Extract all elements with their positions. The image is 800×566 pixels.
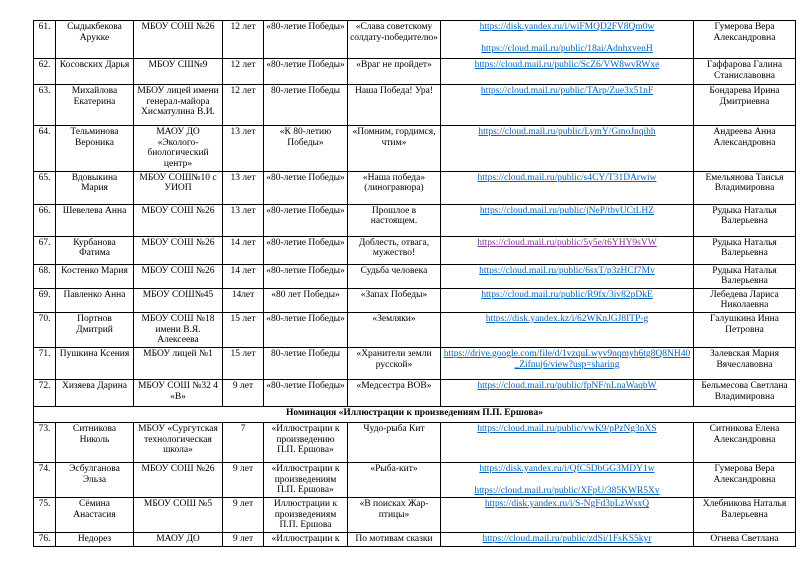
school-cell: МБОУ СОШ№45: [134, 288, 223, 312]
row-number-cell: 74.: [34, 462, 56, 497]
school-cell: МБОУ СОШ №18 имени В.Я. Алексеева: [134, 313, 223, 348]
teacher-name-cell: Бондарева Ирина Дмитриевна: [694, 85, 796, 126]
age-cell: 12 лет: [223, 59, 264, 85]
participant-name-cell: Ситникова Николь: [56, 422, 134, 462]
teacher-name-cell: Гумерова Вера Александровна: [694, 21, 796, 59]
row-number-cell: 61.: [34, 21, 56, 59]
work-links-cell: [441, 236, 694, 264]
row-number-cell: 70.: [34, 313, 56, 348]
work-links-cell: [441, 21, 694, 59]
teacher-name-cell: Емельянова Таисья Владимировна: [694, 171, 796, 204]
participant-name-cell: Тельминова Вероника: [56, 126, 134, 172]
work-link[interactable]: https://cloud.mail.ru/public/vwK9/pPzNg3nXS: [477, 423, 657, 434]
nomination-cell: «Иллюстрации к произведениям П.П. Ершова»: [264, 462, 348, 497]
work-title-cell: Прошлое в настоящем.: [348, 204, 441, 236]
table-row: [34, 264, 796, 288]
age-cell: 14 лет: [223, 264, 264, 288]
teacher-name-cell: Ситникова Елена Александровна: [694, 422, 796, 462]
work-title-cell: «Хранители земли русской»: [348, 347, 441, 379]
age-cell: 14лет: [223, 288, 264, 312]
work-title-cell: «Помним, гордимся, чтим»: [348, 126, 441, 172]
work-link[interactable]: https://cloud.mail.ru/public/XFpU/385KWR5Xv: [474, 485, 660, 496]
work-link[interactable]: https://disk.yandex.ru/i/S-NgFd3pLzWsxQ: [484, 499, 650, 510]
teacher-name-cell: Залевская Мария Вячеславовна: [694, 347, 796, 379]
row-number-cell: 71.: [34, 347, 56, 379]
school-cell: МБОУ «Сургутская технологическая школа»: [134, 422, 223, 462]
school-cell: МБОУ СОШ №26: [134, 236, 223, 264]
work-link[interactable]: https://cloud.mail.ru/public/R9fx/3iv82pDkE: [481, 289, 653, 300]
nomination-cell: «80 лет Победы»: [264, 288, 348, 312]
work-title-cell: «Земляки»: [348, 313, 441, 348]
school-cell: МБОУ СОШ №26: [134, 462, 223, 497]
school-cell: МАОУ ДО «Эколого-биологический центр»: [134, 126, 223, 172]
row-number-cell: 65.: [34, 171, 56, 204]
nomination-cell: «80-летие Победы»: [264, 204, 348, 236]
work-link[interactable]: https://cloud.mail.ru/public/18ai/AdnhxvenH: [481, 43, 653, 54]
nomination-cell: 80-летие Победы: [264, 347, 348, 379]
nomination-cell: 80-летие Победы: [264, 85, 348, 126]
table-row: [34, 171, 796, 204]
work-links-cell: [441, 379, 694, 406]
participant-name-cell: Портнов Дмитрий: [56, 313, 134, 348]
work-links-cell: [441, 498, 694, 533]
work-link[interactable]: https://cloud.mail.ru/public/fpNF/nLnaWaqbW: [477, 380, 657, 391]
work-title-cell: «В поисках Жар-птицы»: [348, 498, 441, 533]
work-title-cell: По мотивам сказки: [348, 533, 441, 547]
participant-name-cell: Костенко Мария: [56, 264, 134, 288]
work-links-cell: [441, 264, 694, 288]
row-number-cell: 73.: [34, 422, 56, 462]
school-cell: МБОУ СОШ№10 с УИОП: [134, 171, 223, 204]
work-links-cell: [441, 171, 694, 204]
teacher-name-cell: Галушкина Инна Петровна: [694, 313, 796, 348]
work-links-cell: [441, 85, 694, 126]
table-row: [34, 379, 796, 406]
teacher-name-cell: Хлебникова Наталья Валерьевна: [694, 498, 796, 533]
work-links-cell: [441, 204, 694, 236]
row-number-cell: 63.: [34, 85, 56, 126]
work-links-cell: [441, 462, 694, 497]
work-title-cell: «Медсестра ВОВ»: [348, 379, 441, 406]
table-row: [34, 59, 796, 85]
age-cell: 9 лет: [223, 533, 264, 547]
participant-name-cell: Сыдыкбекова Арукке: [56, 21, 134, 59]
row-number-cell: 62.: [34, 59, 56, 85]
table-row: [34, 422, 796, 462]
work-links-cell: [441, 313, 694, 348]
table-row: [34, 21, 796, 59]
age-cell: 9 лет: [223, 462, 264, 497]
nomination-cell: «80-летие Победы»: [264, 59, 348, 85]
work-links-cell: [441, 533, 694, 547]
work-title-cell: Чудо-рыба Кит: [348, 422, 441, 462]
teacher-name-cell: Лебедева Лариса Николаевна: [694, 288, 796, 312]
participant-name-cell: Пушкина Ксения: [56, 347, 134, 379]
teacher-name-cell: Огнева Светлана: [694, 533, 796, 547]
work-link[interactable]: https://cloud.mail.ru/public/TArp/Zue3x51nF: [480, 86, 654, 96]
row-number-cell: 66.: [34, 204, 56, 236]
nomination-section-title: Номинация «Иллюстрации к произведениям П.П. Ершова»: [34, 406, 796, 422]
participant-name-cell: Хизяева Дарина: [56, 379, 134, 406]
table-row: [34, 347, 796, 379]
work-title-cell: «Наша победа» (линогравюра): [348, 171, 441, 204]
row-number-cell: 72.: [34, 379, 56, 406]
table-row: [34, 462, 796, 497]
table-row: [34, 204, 796, 236]
participant-name-cell: Сёмина Анастасия: [56, 498, 134, 533]
work-link[interactable]: https://cloud.mail.ru/public/ScZ6/VW8wvRWxe: [474, 60, 660, 70]
school-cell: МБОУ СОШ №32 4 «В»: [134, 379, 223, 406]
work-link[interactable]: https://cloud.mail.ru/public/zdSi/1FsKS5kyr: [482, 534, 652, 544]
table-row: [34, 498, 796, 533]
teacher-name-cell: Рудыка Наталья Валерьевна: [694, 264, 796, 288]
work-link[interactable]: https://cloud.mail.ru/public/s4CY/T31DArwiw: [477, 172, 657, 183]
age-cell: 7: [223, 422, 264, 462]
participant-name-cell: Косовских Дарья: [56, 59, 134, 85]
school-cell: МБОУ лицей №1: [134, 347, 223, 379]
work-title-cell: Доблесть, отвага, мужество!: [348, 236, 441, 264]
row-number-cell: 69.: [34, 288, 56, 312]
work-links-cell: [441, 59, 694, 85]
work-title-cell: «Слава советскому солдату-победителю»: [348, 21, 441, 59]
participant-name-cell: Курбанова Фатима: [56, 236, 134, 264]
school-cell: МБОУ СШ№9: [134, 59, 223, 85]
work-title-cell: «Запах Победы»: [348, 288, 441, 312]
table-row: [34, 288, 796, 312]
teacher-name-cell: Рудыка Наталья Валерьевна: [694, 204, 796, 236]
table-row: [34, 126, 796, 172]
table-body: [34, 21, 796, 547]
work-links-cell: [441, 126, 694, 172]
work-link[interactable]: https://disk.yandex.ru/i/QfC5DbGG3MDY1w: [479, 463, 655, 474]
school-cell: МБОУ СОШ №26: [134, 264, 223, 288]
nomination-cell: «80-летие Победы»: [264, 313, 348, 348]
row-number-cell: 67.: [34, 236, 56, 264]
age-cell: 12 лет: [223, 21, 264, 59]
nomination-cell: «80-летие Победы»: [264, 171, 348, 204]
table-row: [34, 313, 796, 348]
row-number-cell: 68.: [34, 264, 56, 288]
age-cell: 15 лет: [223, 313, 264, 348]
table-row: [34, 236, 796, 264]
row-number-cell: 76.: [34, 533, 56, 547]
school-cell: МБОУ СОШ №5: [134, 498, 223, 533]
teacher-name-cell: Андреева Анна Александровна: [694, 126, 796, 172]
school-cell: МБОУ СОШ №26: [134, 204, 223, 236]
participant-name-cell: Эсбулганова Эльза: [56, 462, 134, 497]
work-link[interactable]: https://drive.google.com/file/d/1vzquLwyv9nqmyh6tg8Q8NH40_Zifnuj6/view?usp=sharing: [443, 348, 691, 370]
participant-name-cell: Михайлова Екатерина: [56, 85, 134, 126]
work-title-cell: «Рыба-кит»: [348, 462, 441, 497]
work-link[interactable]: https://cloud.mail.ru/public/LymY/GmoJnqihh: [478, 127, 656, 137]
work-link[interactable]: https://disk.yandex.kz/i/62WKnJGJ8ITP-g: [485, 314, 649, 324]
age-cell: 14 лет: [223, 236, 264, 264]
work-links-cell: [441, 347, 694, 379]
table-row: [34, 85, 796, 126]
work-title-cell: «Враг не пройдет»: [348, 59, 441, 85]
teacher-name-cell: Бельмесова Светлана Владимировна: [694, 379, 796, 406]
work-links-cell: [441, 422, 694, 462]
participant-name-cell: Павленко Анна: [56, 288, 134, 312]
nomination-cell: «Иллюстрации к произведению П.П. Ершова»: [264, 422, 348, 462]
work-link[interactable]: https://cloud.mail.ru/public/5y5e/t6YHY9sVW: [477, 237, 657, 248]
nomination-cell: «80-летие Победы»: [264, 21, 348, 59]
participant-name-cell: Недорез: [56, 533, 134, 547]
nomination-cell: «80-летие Победы»: [264, 379, 348, 406]
row-number-cell: 64.: [34, 126, 56, 172]
work-links-cell: [441, 288, 694, 312]
age-cell: 13 лет: [223, 204, 264, 236]
work-link[interactable]: https://cloud.mail.ru/public/jNeP/tbvUCtLHZ: [479, 205, 655, 216]
nomination-cell: «К 80-летию Победы»: [264, 126, 348, 172]
nomination-cell: «Иллюстрации к: [264, 533, 348, 547]
school-cell: МБОУ лицей имени генерал-майора Хисматулина В.И.: [134, 85, 223, 126]
school-cell: МБОУ СОШ №26: [134, 21, 223, 59]
work-link[interactable]: https://cloud.mail.ru/public/6sxT/p3zHCf7Mv: [479, 265, 655, 276]
school-cell: МАОУ ДО: [134, 533, 223, 547]
work-link[interactable]: https://disk.yandex.ru/i/wiFMQD2FV8Qm0w: [479, 22, 655, 32]
participant-name-cell: Вдовыкина Мария: [56, 171, 134, 204]
teacher-name-cell: Гаффарова Галина Станиславовна: [694, 59, 796, 85]
age-cell: 13 лет: [223, 126, 264, 172]
age-cell: 13 лет: [223, 171, 264, 204]
nomination-cell: Иллюстрации к произведениям П.П. Ершова: [264, 498, 348, 533]
results-table: [33, 20, 796, 547]
age-cell: 12 лет: [223, 85, 264, 126]
teacher-name-cell: Рудыка Наталья Валерьевна: [694, 236, 796, 264]
work-title-cell: Наша Победа! Ура!: [348, 85, 441, 126]
age-cell: 9 лет: [223, 498, 264, 533]
nomination-section-row: [34, 406, 796, 422]
age-cell: 9 лет: [223, 379, 264, 406]
participant-name-cell: Шевелева Анна: [56, 204, 134, 236]
row-number-cell: 75.: [34, 498, 56, 533]
nomination-cell: «80-летие Победы»: [264, 264, 348, 288]
table-row: [34, 533, 796, 547]
teacher-name-cell: Гумерова Вера Александровна: [694, 462, 796, 497]
nomination-cell: «80-летие Победы»: [264, 236, 348, 264]
work-title-cell: Судьба человека: [348, 264, 441, 288]
age-cell: 15 лет: [223, 347, 264, 379]
